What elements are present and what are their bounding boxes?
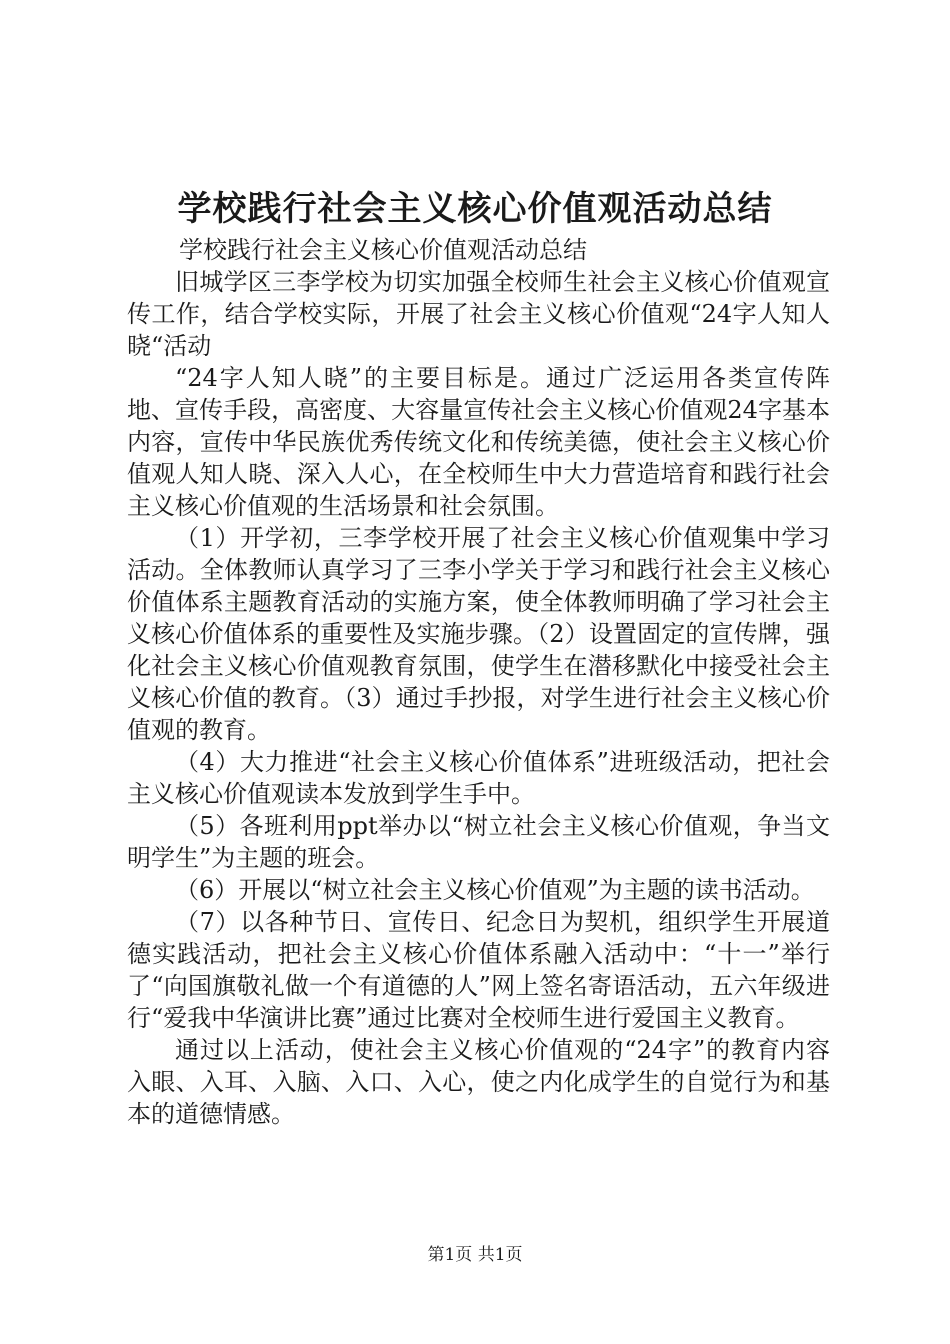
document-title: 学校践行社会主义核心价值观活动总结 (177, 189, 773, 229)
page-footer: 第1页 共1页 (427, 1245, 523, 1265)
paragraph-goal: “24字人知人晓”的主要目标是。通过广泛运用各类宣传阵地、宣传手段，高密度、大容量宣传社会主义核心价值观24字基本内容，宣传中华民族优秀传统文化和传统美德，使社会主义核心价值观人知人晓、深入人心，在全校师生中大力营造培育和践行社会主义核心价值观的生活场景和社会氛围。 (127, 364, 830, 520)
document-body (127, 234, 830, 1130)
paragraph-item-4: （4）大力推进“社会主义核心价值体系”进班级活动，把社会主义核心价值观读本发放到学生手中。 (127, 748, 830, 808)
paragraph-intro: 旧城学区三李学校为切实加强全校师生社会主义核心价值观宣传工作，结合学校实际，开展了社会主义核心价值观“24字人知人晓“活动 (127, 268, 830, 360)
paragraph-item-5: （5）各班利用ppt举办以“树立社会主义核心价值观，争当文明学生”为主题的班会。 (127, 812, 830, 872)
paragraph-item-1-3: （1）开学初，三李学校开展了社会主义核心价值观集中学习活动。全体教师认真学习了三李小学关于学习和践行社会主义核心价值体系主题教育活动的实施方案，使全体教师明确了学习社会主义核心价值体系的重要性及实施步骤。（2）设置固定的宣传牌，强化社会主义核心价值观教育氛围，使学生在潜移默化中接受社会主义核心价值的教育。（3）通过手抄报，对学生进行社会主义核心价值观的教育。 (127, 524, 830, 744)
paragraph-item-7: （7）以各种节日、宣传日、纪念日为契机，组织学生开展道德实践活动，把社会主义核心价值体系融入活动中：“十一”举行了“向国旗敬礼做一个有道德的人”网上签名寄语活动，五六年级进行“爱我中华演讲比赛”通过比赛对全校师生进行爱国主义教育。 (127, 908, 830, 1032)
document-subtitle: 学校践行社会主义核心价值观活动总结 (179, 236, 587, 264)
paragraph-item-6: （6）开展以“树立社会主义核心价值观”为主题的读书活动。 (175, 876, 815, 904)
paragraph-conclusion: 通过以上活动，使社会主义核心价值观的“24字”的教育内容入眼、入耳、入脑、入口、入心，使之内化成学生的自觉行为和基本的道德情感。 (127, 1036, 830, 1128)
